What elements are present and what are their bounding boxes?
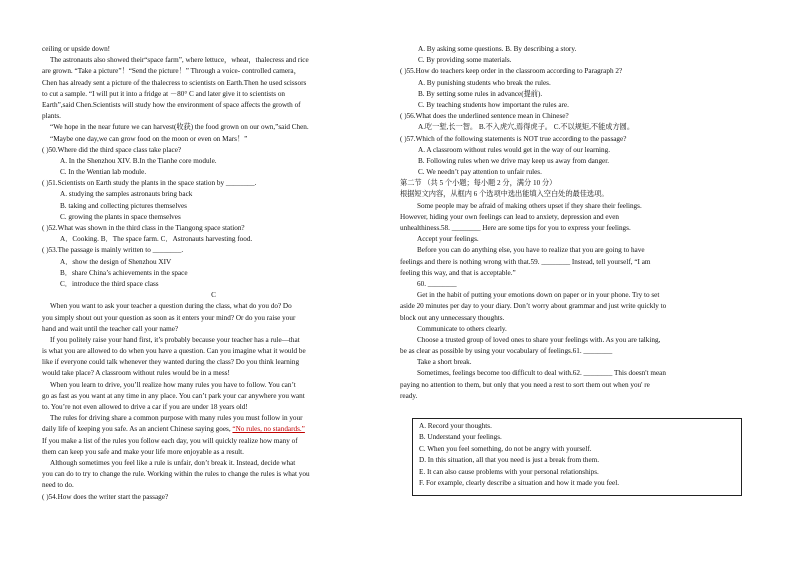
left-line — [42, 368, 385, 379]
right-line — [400, 368, 745, 379]
right-line — [400, 301, 745, 312]
left-line — [42, 245, 385, 256]
right-line — [400, 245, 745, 256]
line-text: C. By teaching students how important the rules are. — [418, 100, 569, 109]
option-item: D. In this situation, all that you need is just a break from them. — [419, 456, 600, 465]
right-line — [400, 111, 745, 122]
line-text: go as fast as you want at any time in any place. You can’t park your car anywhere you want — [42, 391, 305, 400]
line-text: Take a short break. — [417, 358, 472, 367]
line-text: hand and wait until the teacher call your name? — [42, 324, 179, 333]
left-line — [42, 480, 385, 491]
right-line — [400, 234, 745, 245]
right-line — [400, 391, 745, 402]
left-line — [42, 268, 385, 279]
right-line — [400, 78, 745, 89]
right-line — [400, 380, 745, 391]
left-line — [42, 122, 385, 133]
option-item: A. Record your thoughts. — [419, 422, 492, 430]
right-line — [400, 89, 745, 100]
line-text: When you learn to drive, you’ll realize how many rules you have to follow. You can’t — [50, 380, 296, 389]
line-text: is what you are allowed to do when you have a question. Can you imagine what it would be — [42, 347, 306, 356]
right-column — [400, 44, 745, 402]
left-line — [42, 234, 385, 245]
right-line — [400, 122, 745, 133]
line-text: to cut a sample. “I will put it into a fridge at －80° C and later give it to scientists on — [42, 89, 286, 98]
line-text: daily life of keeping you safe. As an ancient Chinese saying goes, — [42, 425, 233, 434]
left-line — [42, 212, 385, 223]
left-line — [42, 134, 385, 145]
left-line — [42, 89, 385, 100]
right-line — [400, 268, 745, 279]
left-line — [42, 257, 385, 268]
left-line — [42, 346, 385, 357]
line-text: B. Following rules when we drive may keep us away from danger. — [418, 156, 610, 165]
left-line — [42, 335, 385, 346]
line-text: C. growing the plants in space themselves — [60, 212, 181, 221]
option-item: E. It can also cause problems with your personal relationships. — [419, 467, 599, 476]
line-text: Choose a trusted group of loved ones to share your feelings with. As you are talking, — [417, 335, 661, 344]
left-line — [42, 66, 385, 77]
left-line — [42, 55, 385, 66]
option-item: B. Understand your feelings. — [419, 433, 502, 442]
right-line — [400, 44, 745, 55]
right-line — [400, 189, 745, 200]
right-line — [400, 212, 745, 223]
line-text: A. studying the samples astronauts bring back — [60, 190, 193, 199]
right-line — [400, 279, 745, 290]
line-text: B．share China’s achievements in the space — [60, 268, 188, 277]
right-line — [400, 357, 745, 368]
line-text: unhealthiness.58. ________ Here are some tips for you to express your feelings. — [400, 224, 631, 232]
line-text: “We hope in the near future we can harvest(收获) the food grown on our own,”said Chen. — [50, 123, 309, 132]
line-text: “Maybe one day,we can grow food on the moon or even on Mars！” — [50, 134, 248, 143]
line-text: plants. — [42, 112, 61, 121]
line-text: paying no attention to them, but only that you need a rest to sort them out when you' re — [400, 380, 650, 389]
line-text: If you make a list of the rules you follow each day, you will quickly realize how many of — [42, 436, 298, 445]
line-text: Get in the habit of putting your emotions down on paper or in your phone. Try to set — [417, 291, 660, 300]
right-line — [400, 290, 745, 301]
left-column — [42, 44, 385, 503]
line-text: A. By punishing students who break the rules. — [418, 78, 551, 87]
left-line — [42, 44, 385, 55]
line-text: Although sometimes you feel like a rule is unfair, don’t break it. Instead, decide what — [50, 458, 296, 467]
left-line — [42, 100, 385, 111]
left-line — [42, 167, 385, 178]
line-text: you simply shout out your question as soon as it enters your mind? Or do you raise your — [42, 313, 296, 322]
line-text: Earth”,said Chen.Scientists will study how the environment of space affects the growth of — [42, 100, 301, 109]
line-text: Accept your feelings. — [417, 235, 479, 244]
line-text: When you want to ask your teacher a question during the class, what do you do? Do — [50, 302, 292, 311]
line-text: ( )53.The passage is mainly written to ________. — [42, 246, 184, 255]
left-line — [42, 279, 385, 290]
line-text: would take place? A classroom without rules would be in a mess! — [42, 369, 230, 378]
line-text: A．Cooking. B．The space farm. C．Astronauts harvesting food. — [60, 235, 253, 244]
line-text: ready. — [400, 391, 418, 400]
line-text: ( )55.How do teachers keep order in the classroom according to Paragraph 2? — [400, 67, 623, 76]
line-text: The rules for driving share a common purpose with many rules you must follow in your — [50, 414, 303, 423]
option-item: C. When you feel something, do not be angry with yourself. — [419, 444, 592, 453]
line-text: A. A classroom without rules would get in the way of our learning. — [418, 145, 611, 154]
left-line — [42, 201, 385, 212]
line-text: ( )54.How does the writer start the passage? — [42, 492, 169, 501]
line-text: ( )52.What was shown in the third class in the Tiangong space station? — [42, 224, 245, 232]
left-line — [42, 357, 385, 368]
line-text: C. By providing some materials. — [418, 56, 512, 65]
line-text: C．introduce the third space class — [60, 279, 159, 288]
line-text: ( )50.Where did the third space class take place? — [42, 145, 182, 154]
line-text: B. taking and collecting pictures themselves — [60, 201, 187, 210]
line-text: The astronauts also showed their“space farm”, where lettuce，wheat，thalecress and rice — [50, 56, 309, 65]
left-line — [42, 78, 385, 89]
line-text: feeling this way, and that is acceptable.” — [400, 268, 516, 277]
left-line — [42, 402, 385, 413]
line-text: 第二节 （共 5 个小题；每小题 2 分，满分 10 分） — [400, 179, 557, 188]
right-line — [400, 134, 745, 145]
underlined-sentence: “No rules, no standards.” — [232, 425, 305, 434]
left-line — [42, 391, 385, 402]
right-line — [400, 324, 745, 335]
line-text: ( )56.What does the underlined sentence mean in Chinese? — [400, 112, 569, 121]
line-text: Sometimes, feelings become too difficult to deal with.62. ________ This doesn't mean — [417, 369, 666, 378]
line-text: ceiling or upside down! — [42, 45, 111, 53]
line-text: A. In the Shenzhou XIV. B.In the Tianhe core module. — [60, 156, 217, 165]
right-line — [400, 178, 745, 189]
right-line — [400, 223, 745, 234]
line-text: like if everyone could talk whenever they wanted during the class? Do you think learning — [42, 358, 300, 367]
line-text: block out any unnecessary thoughts. — [400, 313, 505, 322]
right-line — [400, 257, 745, 268]
line-text: Before you can do anything else, you have to realize that you are going to have — [417, 246, 645, 255]
left-line — [42, 313, 385, 324]
right-line — [400, 313, 745, 324]
left-line — [42, 380, 385, 391]
line-text: Communicate to others clearly. — [417, 324, 507, 333]
left-line — [42, 178, 385, 189]
left-line — [42, 458, 385, 469]
line-text: to. You’re not even allowed to drive a car if you are under 18 years old! — [42, 403, 248, 411]
line-text: 根据短文内容，从框内 6 个选项中选出能填入空白处的最佳选项。 — [400, 190, 609, 199]
right-line — [400, 55, 745, 66]
line-text: However, hiding your own feelings can lead to anxiety, depression and even — [400, 212, 619, 221]
line-text: need to do. — [42, 481, 74, 490]
right-line — [400, 100, 745, 111]
left-line — [42, 424, 385, 435]
line-text: If you politely raise your hand first, it’s probably because your teacher has a rule—that — [50, 335, 300, 344]
line-text: be as clear as possible by using your vocabulary of feelings.61. ________ — [400, 347, 613, 356]
left-line — [42, 290, 385, 301]
options-box — [412, 418, 742, 496]
left-line — [42, 223, 385, 234]
line-text: C — [211, 291, 216, 300]
line-text: Some people may be afraid of making others upset if they share their feelings. — [417, 201, 642, 210]
right-line — [400, 201, 745, 212]
right-line — [400, 145, 745, 156]
line-text: you can do to try to change the rule. Working within the rules to change the rules is what you — [42, 470, 310, 479]
right-line — [400, 156, 745, 167]
left-line — [42, 413, 385, 424]
left-line — [42, 189, 385, 200]
right-line — [400, 335, 745, 346]
line-text: C. In the Wentian lab module. — [60, 168, 147, 177]
left-line — [42, 301, 385, 312]
line-text: A. By asking some questions. B. By describing a story. — [418, 45, 577, 53]
right-line — [400, 167, 745, 178]
line-text: ( )51.Scientists on Earth study the plants in the space station by ________. — [42, 179, 257, 188]
left-line — [42, 145, 385, 156]
line-text: A.吃一堑,长一智。 B.不入虎穴,焉得虎子。 C.不以规矩,不能成方圆。 — [418, 123, 635, 132]
right-line — [400, 346, 745, 357]
line-text: C. We needn’t pay attention to unfair rules. — [418, 168, 542, 177]
line-text: them can keep you safe and make your life more enjoyable as a result. — [42, 447, 244, 456]
line-text: B. By setting some rules in advance(提前). — [418, 89, 543, 98]
left-line — [42, 436, 385, 447]
line-text: feelings and there is nothing wrong with that.59. ________ Instead, tell yourself, “I am — [400, 257, 651, 266]
line-text: A．show the design of Shenzhou XIV — [60, 257, 172, 266]
line-text: 60. ________ — [417, 279, 457, 288]
left-line — [42, 492, 385, 503]
right-line — [400, 66, 745, 77]
line-text: aside 20 minutes per day to your diary. Don’t worry about grammar and just write quickly to — [400, 302, 667, 311]
left-line — [42, 324, 385, 335]
line-text: are grown. “Take a picture”！“Send the picture！” Through a voice- controlled camera， — [42, 67, 301, 76]
left-line — [42, 111, 385, 122]
left-line — [42, 447, 385, 458]
left-line — [42, 156, 385, 167]
left-line — [42, 469, 385, 480]
line-text: Chen has already sent a picture of the thalecress to scientists on Earth.Then he used scissors — [42, 78, 307, 87]
line-text: ( )57.Which of the following statements is NOT true according to the passage? — [400, 134, 627, 143]
option-item: F. For example, clearly describe a situation and how it made you feel. — [419, 478, 620, 487]
